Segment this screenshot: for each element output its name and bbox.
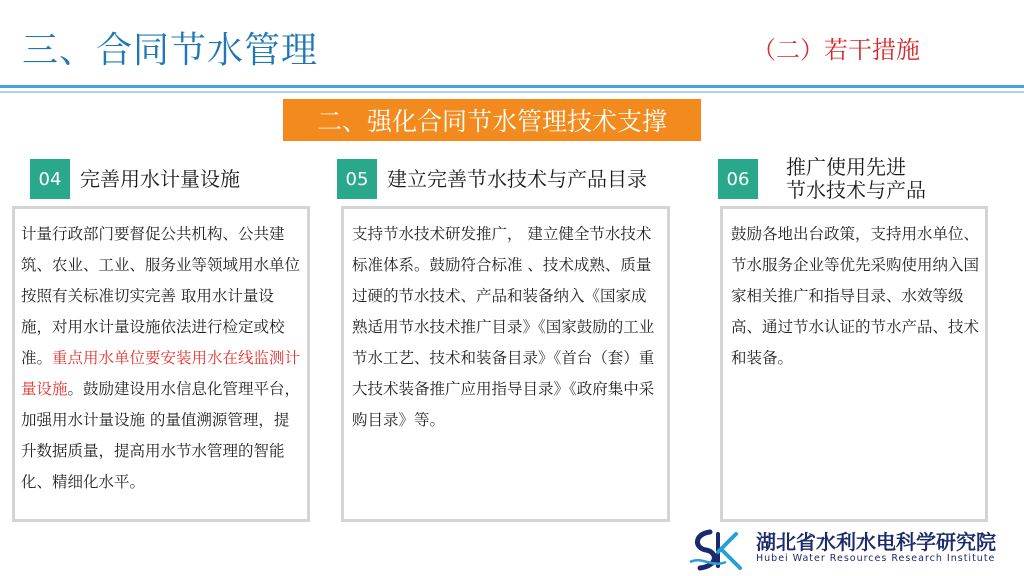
item-06-header — [718, 155, 926, 202]
item-heading-line1: 推广使用先进 — [786, 155, 906, 179]
item-body-text: 鼓励各地出台政策，支持用水单位、节水服务企业等优先采购使用纳入国家相关推广和指导目录、水效等级高、通过节水认证的节水产品、技术和装备。 — [731, 225, 980, 367]
item-04-header — [30, 158, 240, 200]
institute-logo — [678, 522, 996, 576]
item-heading-line2: 节水技术与产品 — [786, 178, 926, 202]
item-heading: 完善用水计量设施 — [80, 166, 240, 191]
item-06-card — [720, 206, 988, 522]
item-04-card — [12, 206, 310, 522]
item-number-badge: 05 — [337, 159, 377, 199]
item-number-badge: 04 — [30, 159, 70, 199]
page-title: 三、合同节水管理 — [22, 30, 319, 71]
item-body-highlight: 重点用水单位要安装用水在线监测计量设施 — [21, 349, 301, 398]
institute-name-cn: 湖北省水利水电科学研究院 — [756, 530, 996, 554]
item-number-badge: 06 — [718, 159, 758, 199]
institute-name-en: Hubei Water Resources Research Institute — [756, 553, 996, 564]
item-heading: 建立完善节水技术与产品目录 — [387, 166, 647, 191]
section-banner: 二、强化合同节水管理技术支撑 — [283, 99, 701, 141]
header-divider — [0, 85, 1024, 88]
section-subtitle: （二）若干措施 — [752, 36, 920, 64]
item-05-card — [341, 206, 670, 522]
item-05-header — [337, 158, 647, 200]
header-divider-thin — [0, 91, 1024, 93]
institute-logo-icon — [688, 526, 750, 572]
item-body-text: 计量行政部门要督促公共机构、公共建筑、农业、工业、服务业等领域用水单位按照有关标准切实完善 取用水计量设施，对用水计量设施依法进行检定或校准。 — [21, 225, 301, 367]
item-heading — [786, 156, 926, 202]
item-body-text-cont: 。鼓励建设用水信息化管理平台，加强用水计量设施 的量值溯源管理，提升数据质量，提高用水节水管理的智能化、精细化水平。 — [21, 380, 301, 491]
item-body-text: 支持节水技术研发推广， 建立健全节水技术标准体系。鼓励符合标准 、技术成熟、质量过硬的节水技术、产品和装备纳入《国家成熟适用节水技术推广目录》《国家鼓励的工业节水工艺、技术和装备目录》《首台（套）重大技术装备推广应用指导目录》《政府集中采购目录》等。 — [352, 225, 655, 429]
